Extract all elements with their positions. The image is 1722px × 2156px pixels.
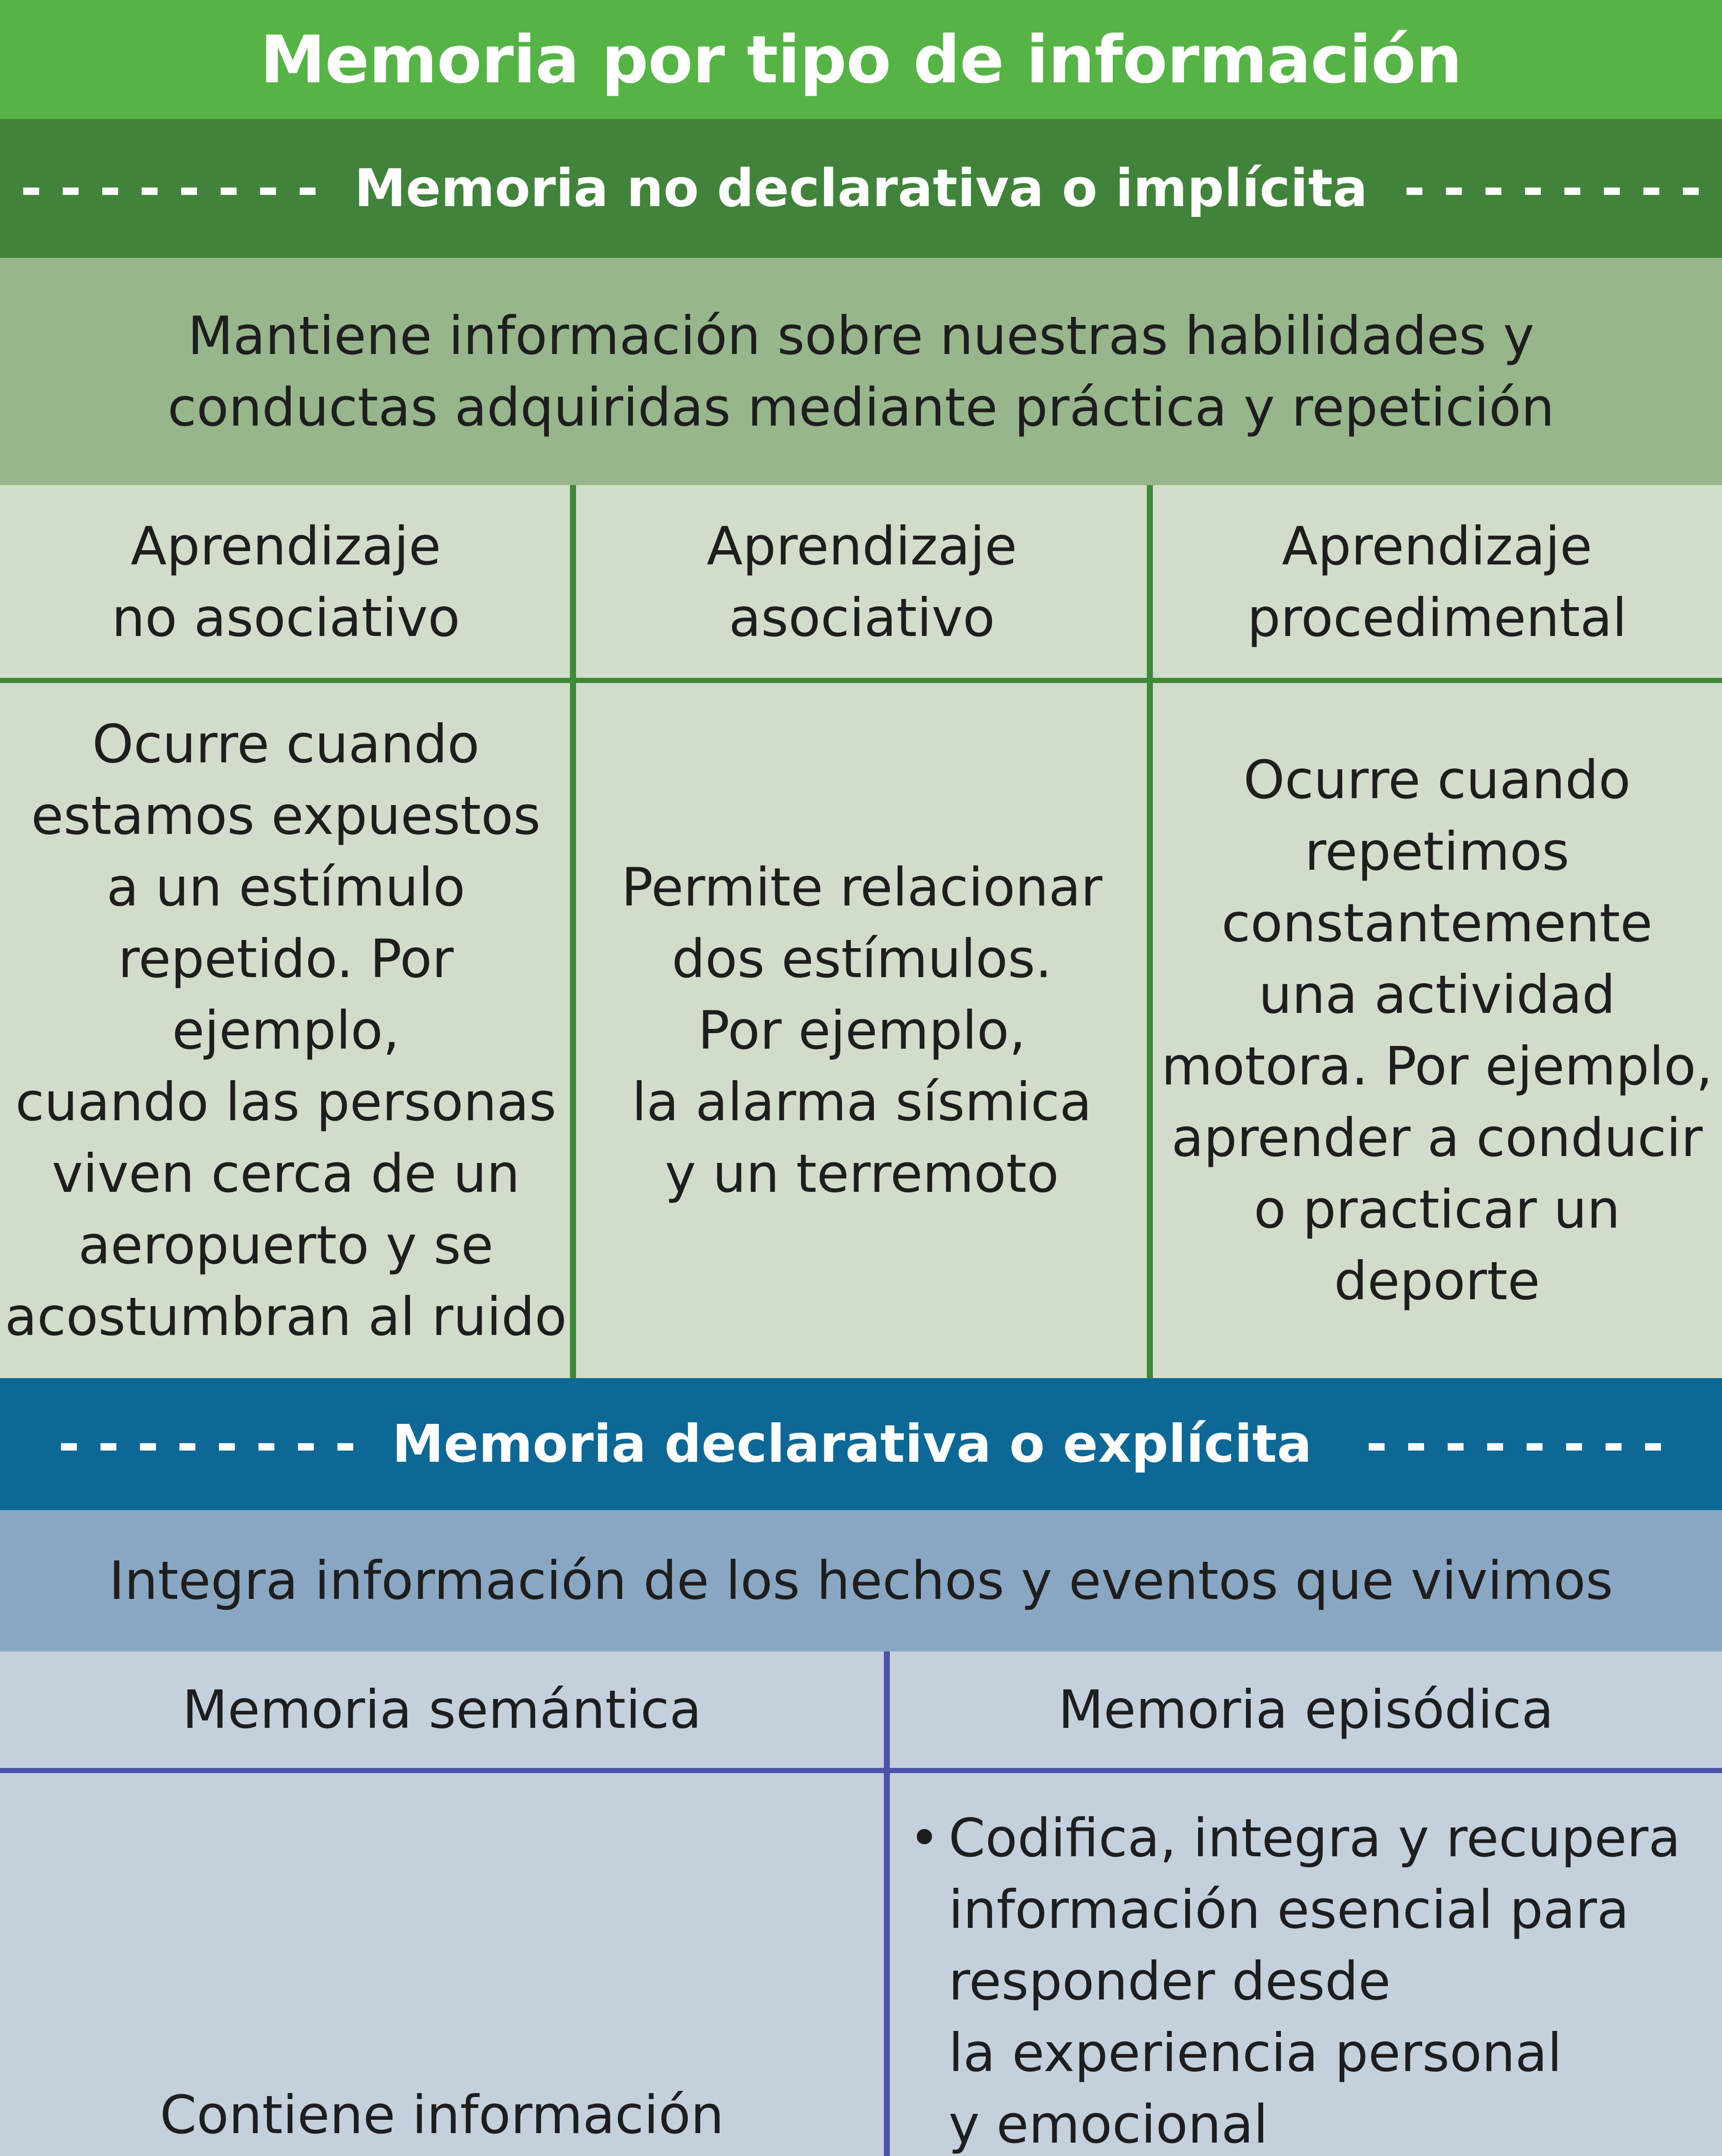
column-divider [1147,485,1153,1378]
list-item [888,1802,1707,2156]
procedural-learning-description: Ocurre cuando repetimos constantemente una actividad motora. Por ejemplo, aprender a conducir o practicar un deporte [1152,683,1722,1378]
episodic-memory-list [888,1802,1707,2156]
row-divider [0,1768,1722,1773]
explicit-memory-description [0,1510,1722,1651]
explicit-memory-description-text: Integra información de los hechos y eventos que vivimos [109,1550,1613,1611]
associative-learning-header: Aprendizaje asociativo [576,485,1148,679]
semantic-memory-description: Contiene información [0,1773,884,2156]
semantic-memory-header: Memoria semántica [0,1651,884,1768]
list-item-text: Codifica, integra y recupera información esencial para responder desde la experiencia personal y emocional [949,1808,1681,2155]
non-associative-learning-description: Ocurre cuando estamos expuestos a un estímulo repetido. Por ejemplo, cuando las personas viven cerca de un aeropuerto y se acostumbran al ruido [0,683,572,1378]
procedural-learning-header: Aprendizaje procedimental [1152,485,1722,679]
associative-learning-description: Permite relacionar dos estímulos. Por ejemplo, la alarma sísmica y un terremoto [576,683,1148,1378]
implicit-memory-heading: - - - - - - - - Memoria no declarativa o implícita - - - - - - - - [0,119,1722,258]
bullet-icon: • [909,1808,940,1869]
column-divider [884,1651,890,2156]
implicit-memory-description-text: Mantiene información sobre nuestras habilidades y conductas adquiridas mediante práctica y repetición [167,305,1555,438]
episodic-memory-header: Memoria episódica [890,1651,1722,1768]
explicit-memory-heading: - - - - - - - - Memoria declarativa o explícita - - - - - - - - [0,1378,1722,1510]
implicit-memory-description [0,258,1722,485]
column-divider [570,485,576,1378]
page-title: Memoria por tipo de información [0,0,1722,119]
non-associative-learning-header: Aprendizaje no asociativo [0,485,572,679]
row-divider [0,678,1722,683]
